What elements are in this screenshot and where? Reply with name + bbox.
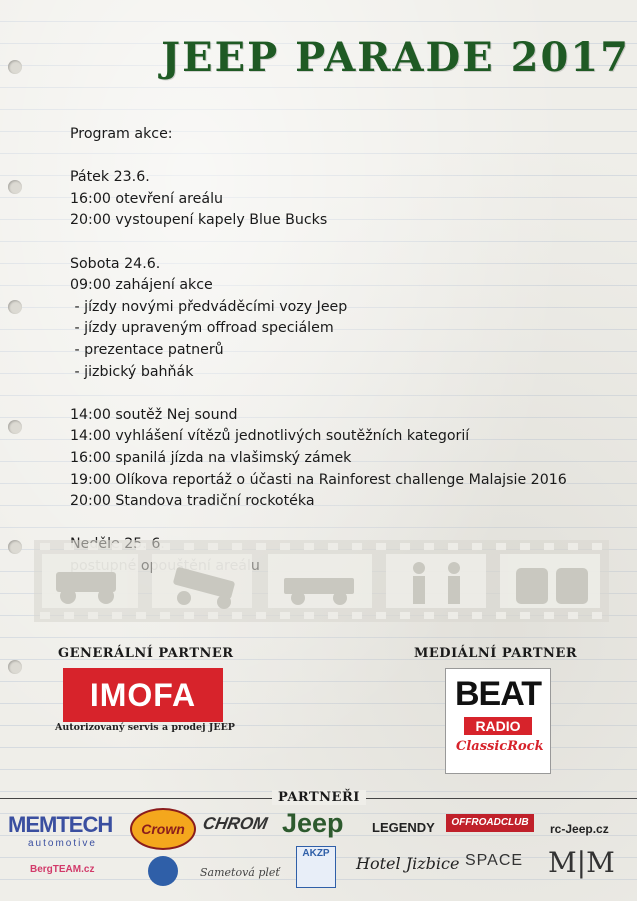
program-line: 19:00 Olíkova reportáž o účasti na Rainforest challenge Malajsie 2016 bbox=[70, 471, 567, 488]
general-partner-heading: GENERÁLNÍ PARTNER bbox=[58, 646, 234, 661]
program-line: 16:00 spanilá jízda na vlašimský zámek bbox=[70, 449, 352, 466]
bergteam-logo[interactable]: BergTEAM.cz bbox=[30, 864, 95, 875]
program-line: 14:00 vyhlášení vítězů jednotlivých soutěžních kategorií bbox=[70, 428, 470, 445]
film-strip-graphic bbox=[34, 540, 609, 622]
legendy-logo[interactable]: LEGENDY bbox=[372, 820, 435, 835]
program-text bbox=[70, 124, 630, 577]
program-line bbox=[70, 146, 630, 168]
partners-heading: PARTNEŘI bbox=[272, 790, 366, 805]
beat-logo-mid: RADIO bbox=[464, 717, 532, 735]
beat-logo-bottom: ClassicRock bbox=[456, 739, 544, 754]
program-line: 14:00 soutěž Nej sound bbox=[70, 406, 238, 423]
rc-jeep-logo[interactable]: rc-Jeep.cz bbox=[550, 822, 609, 836]
program-line bbox=[70, 383, 630, 405]
program-line: - jízdy upraveným offroad speciálem bbox=[70, 320, 334, 337]
chrom-logo[interactable]: CHROM bbox=[201, 814, 269, 833]
binder-holes bbox=[8, 0, 28, 901]
program-line: 20:00 vystoupení kapely Blue Bucks bbox=[70, 212, 328, 229]
program-line: Pátek 23.6. bbox=[70, 169, 150, 186]
program-line: - jízdy novými předváděcími vozy Jeep bbox=[70, 298, 348, 315]
imofa-subtitle: Autorizovaný servis a prodej JEEP bbox=[55, 722, 235, 733]
program-line: Program akce: bbox=[70, 126, 173, 142]
offroad-club-logo[interactable]: OFFROADCLUB bbox=[446, 814, 534, 832]
beat-logo-top: BEAT bbox=[454, 675, 542, 713]
beat-radio-logo[interactable] bbox=[445, 668, 551, 774]
program-line: - jizbický bahňák bbox=[70, 363, 194, 380]
memtech-sub: automotive bbox=[28, 838, 97, 849]
media-partner-heading: MEDIÁLNÍ PARTNER bbox=[414, 646, 578, 661]
program-line: 16:00 otevření areálu bbox=[70, 190, 224, 207]
program-line: - prezentace patnerů bbox=[70, 341, 224, 358]
program-line: 09:00 zahájení akce bbox=[70, 277, 213, 294]
imofa-logo[interactable]: IMOFA bbox=[63, 668, 223, 722]
program-line bbox=[70, 232, 630, 254]
page-title: JEEP PARADE 2017 bbox=[161, 34, 630, 81]
blue-badge-logo[interactable] bbox=[148, 856, 178, 886]
sametova-plet-logo[interactable]: Sametová pleť bbox=[200, 866, 280, 879]
program-line: 20:00 Standova tradiční rockotéka bbox=[70, 493, 315, 510]
memtech-logo[interactable]: MEMTECH bbox=[8, 812, 113, 837]
program-line: Sobota 24.6. bbox=[70, 255, 161, 272]
space-logo[interactable]: SPACE bbox=[465, 852, 524, 869]
akzp-logo[interactable]: AKZP bbox=[296, 846, 336, 888]
mm-logo[interactable]: M|M bbox=[548, 846, 615, 879]
program-line bbox=[70, 513, 630, 535]
jeep-logo[interactable]: Jeep bbox=[282, 808, 344, 838]
hotel-jizbice-logo[interactable]: Hotel Jizbice bbox=[356, 854, 460, 873]
partners-section bbox=[0, 790, 637, 901]
crown-logo[interactable]: Crown bbox=[130, 808, 196, 850]
